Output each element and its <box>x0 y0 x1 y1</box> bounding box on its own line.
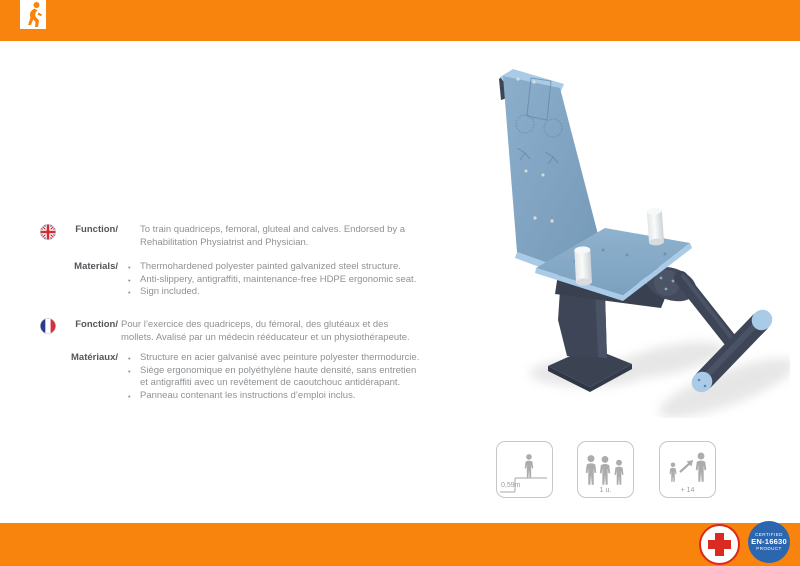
leg-press-machine-render <box>455 58 790 418</box>
materials-item: • Sign included. <box>127 286 416 299</box>
materials-item: • Structure en acier galvanisé avec peinture polyester thermodurcie. <box>127 352 419 365</box>
spec-box-height <box>496 441 553 498</box>
materials-label-fr: Matériaux/ <box>71 352 118 363</box>
function-text-en-line2: Rehabilitation Physiatrist and Physician. <box>140 236 309 248</box>
footer-bar <box>0 523 800 566</box>
spec-box-users <box>577 441 634 498</box>
materials-list-fr <box>127 352 419 402</box>
cross-horizontal <box>708 540 731 549</box>
cert-line-certified: CERTIFIED <box>755 532 783 538</box>
materials-item: • Anti-slippery, antigraffiti, maintenance-free HDPE ergonomic seat. <box>127 274 416 287</box>
materials-item-continued: et antigraffiti avec un revêtement de caoutchouc antidérapant. <box>140 377 401 388</box>
materials-label-en: Materials/ <box>74 261 118 272</box>
materials-list-en <box>127 261 416 299</box>
runner-icon <box>20 0 46 29</box>
certification-badge <box>748 521 790 563</box>
first-aid-cross-icon <box>699 524 740 565</box>
materials-item: • Panneau contenant les instructions d’emploi inclus. <box>127 390 419 403</box>
cert-line-product: PRODUCT <box>756 546 782 552</box>
header-bar <box>0 0 800 41</box>
spec-label-height: 0,59m <box>501 482 521 489</box>
function-text-fr-line2: mollets. Avalisé par un médecin rééducateur et un physiothérapeute. <box>121 331 410 343</box>
function-text-fr <box>121 319 410 344</box>
function-label-en: Function/ <box>75 224 118 235</box>
function-text-en-line1: To train quadriceps, femoral, gluteal and calves. Endorsed by a <box>140 224 406 235</box>
spec-box-age <box>659 441 716 498</box>
brand-logo <box>20 0 46 29</box>
function-label-fr: Fonction/ <box>75 319 118 330</box>
spec-label-users: 1 u. <box>599 487 612 494</box>
function-text-en <box>140 224 405 249</box>
spec-label-age: + 14 <box>680 487 695 494</box>
materials-item: • Thermohardened polyester painted galvanized steel structure. <box>127 261 416 274</box>
materials-item: • Siège ergonomique en polyéthylène haute densité, sans entretien <box>127 365 419 378</box>
cert-line-standard: EN-16630 <box>751 536 787 546</box>
function-text-fr-line1: Pour l’exercice des quadriceps, du fémoral, des glutéaux et des <box>121 319 389 330</box>
